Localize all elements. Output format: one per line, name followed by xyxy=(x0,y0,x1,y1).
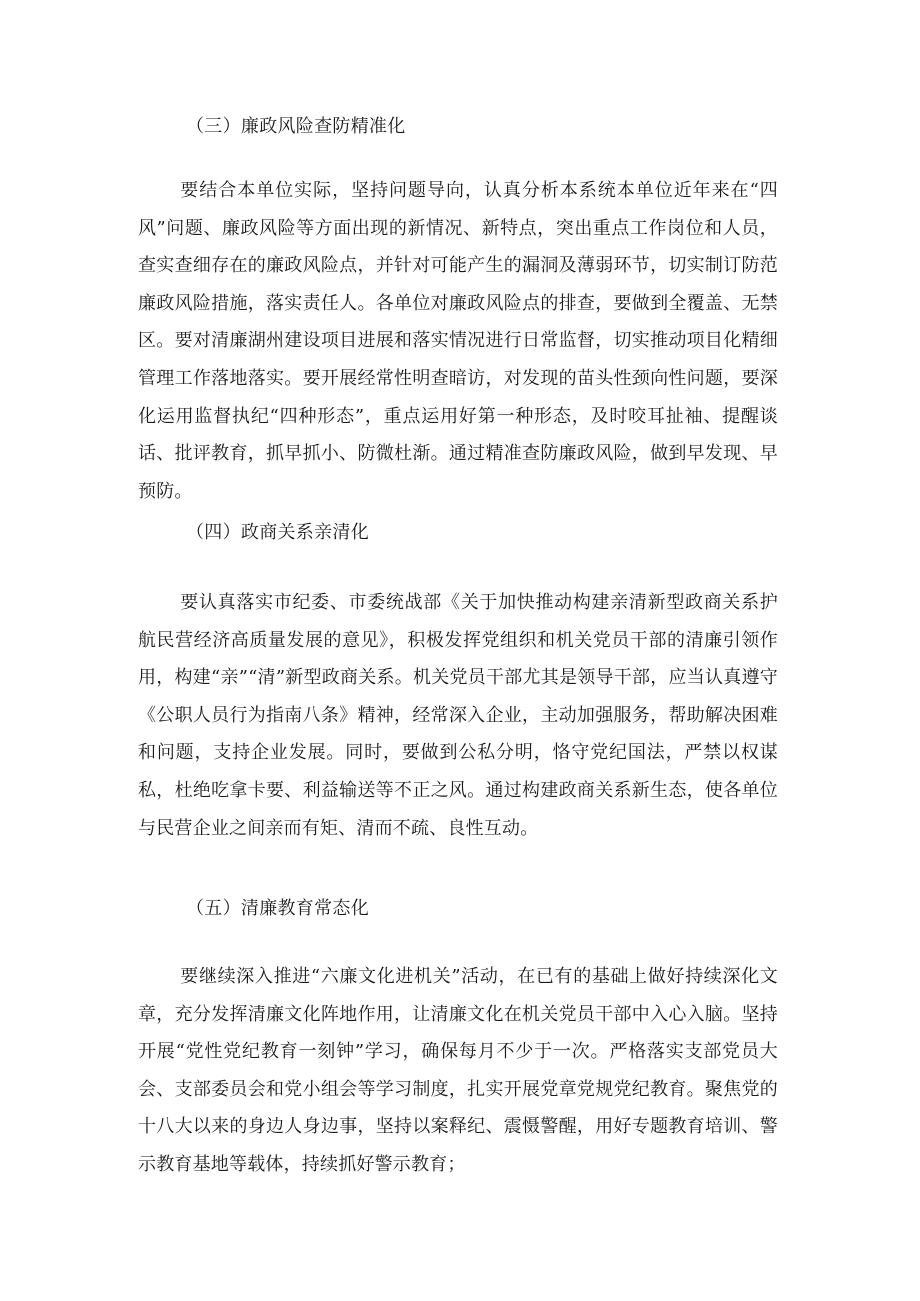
section-paragraph-5: 要继续深入推进“六廉文化进机关”活动，在已有的基础上做好持续深化文章，充分发挥清廉文化阵地作用，让清廉文化在机关党员干部中入心入脑。坚持开展“党性党纪教育一刻钟”学习，确保每月不少于一次。严格落实支部党员大会、支部委员会和党小组会等学习制度，扎实开展党章党规党纪教育。聚焦党的十八大以来的身边人身边事，坚持以案释纪、震慑警醒，用好专题教育培训、警示教育基地等载体，持续抓好警示教育； xyxy=(138,966,778,1175)
section-paragraph-4: 要认真落实市纪委、市委统战部《关于加快推动构建亲清新型政商关系护航民营经济高质量发展的意见》，积极发挥党组织和机关党员干部的清廉引领作用，构建“亲”“清”新型政商关系。机关党员干部尤其是领导干部，应当认真遵守《公职人员行为指南八条》精神，经常深入企业，主动加强服务，帮助解决困难和问题，支持企业发展。同时，要做到公私分明，恪守党纪国法，严禁以权谋私，杜绝吃拿卡要、利益输送等不正之风。通过构建政商关系新生态，使各单位与民营企业之间亲而有矩、清而不疏、良性互动。 xyxy=(138,592,778,839)
section-paragraph-3: 要结合本单位实际，坚持问题导向，认真分析本系统本单位近年来在“四风”问题、廉政风险等方面出现的新情况、新特点，突出重点工作岗位和人员，查实查细存在的廉政风险点，并针对可能产生的漏洞及薄弱环节，切实制订防范廉政风险措施，落实责任人。各单位对廉政风险点的排查，要做到全覆盖、无禁区。要对清廉湖州建设项目进展和落实情况进行日常监督，切实推动项目化精细管理工作落地落实。要开展经常性明查暗访，对发现的苗头性颈向性问题，要深化运用监督执纪“四种形态”，重点运用好第一种形态，及时咬耳扯袖、提醒谈话、批评教育，抓早抓小、防微杜渐。通过精准查防廉政风险，做到早发现、早预防。 xyxy=(138,180,778,502)
section-heading-5: （五）清廉教育常态化 xyxy=(186,898,369,919)
section-heading-3: （三）廉政风险查防精准化 xyxy=(186,116,406,137)
section-heading-4: （四）政商关系亲清化 xyxy=(186,522,369,543)
